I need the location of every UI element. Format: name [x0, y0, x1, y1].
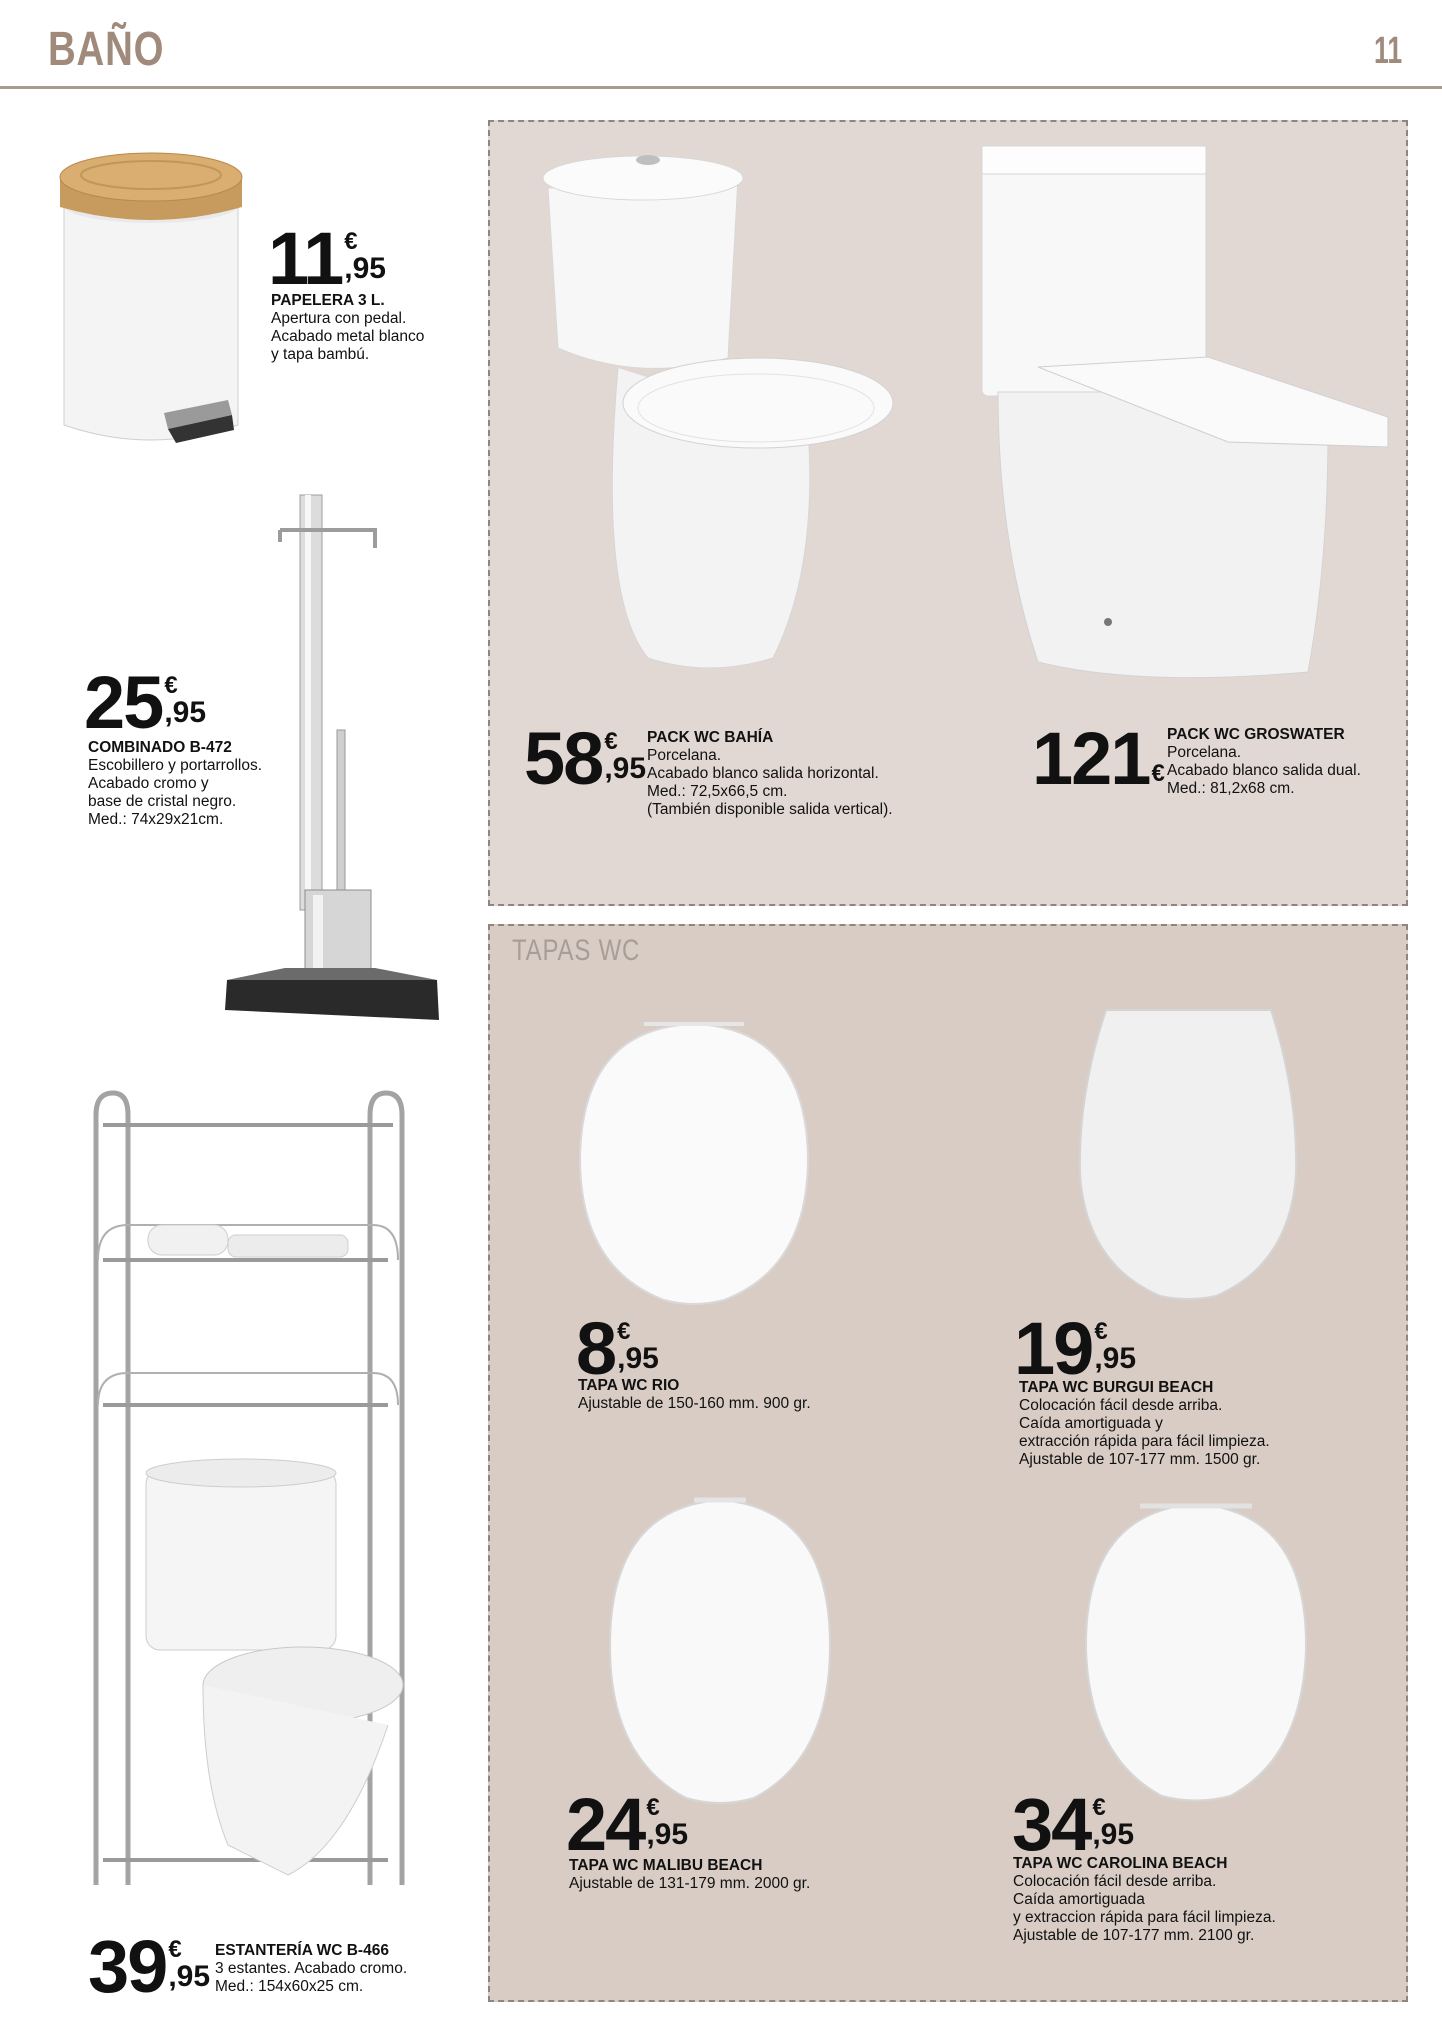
price-integer: 34	[1012, 1783, 1091, 1866]
currency-symbol: €	[646, 1794, 660, 1821]
desc-tapa-rio	[578, 1377, 811, 1413]
currency-symbol: €	[1151, 760, 1165, 787]
product-line: Med.: 81,2x68 cm.	[1167, 780, 1295, 797]
desc-tapa-burgui	[1019, 1379, 1270, 1469]
price-decimals: ,95	[604, 752, 647, 785]
pedal-bin-image	[56, 145, 246, 460]
product-line: Ajustable de 131-179 mm. 2000 gr.	[569, 1875, 811, 1892]
price-estanteria	[88, 1925, 211, 2008]
product-line: Caída amortiguada y	[1019, 1415, 1163, 1432]
header-divider	[0, 86, 1442, 89]
product-line: Colocación fácil desde arriba.	[1019, 1397, 1223, 1414]
price-decimals: ,95	[344, 252, 386, 285]
currency-symbol: €	[344, 228, 358, 255]
product-name: PACK WC BAHÍA	[647, 729, 774, 746]
product-line: Ajustable de 107-177 mm. 1500 gr.	[1019, 1451, 1261, 1468]
product-line: Porcelana.	[647, 747, 722, 764]
desc-papelera	[271, 292, 424, 364]
product-line: Apertura con pedal.	[271, 310, 407, 327]
product-line: Caída amortiguada	[1013, 1891, 1145, 1908]
price-papelera	[268, 217, 386, 300]
price-decimals: ,95	[168, 1960, 211, 1993]
currency-symbol: €	[1094, 1318, 1108, 1345]
seat-malibu-beach-image	[604, 1496, 836, 1808]
product-line: (También disponible salida vertical).	[647, 801, 893, 818]
product-line: y tapa bambú.	[271, 346, 370, 363]
product-line: Acabado blanco salida dual.	[1167, 762, 1361, 779]
price-decimals: ,95	[1094, 1342, 1137, 1375]
product-line: y extraccion rápida para fácil limpieza.	[1013, 1909, 1276, 1926]
currency-symbol: €	[164, 672, 178, 699]
seat-burgui-beach-image	[1076, 1004, 1301, 1302]
product-name: TAPA WC BURGUI BEACH	[1019, 1379, 1214, 1396]
desc-tapa-carolina	[1013, 1855, 1276, 1945]
product-name: PAPELERA 3 L.	[271, 292, 385, 309]
price-integer: 19	[1014, 1307, 1093, 1390]
price-tapa-burgui	[1014, 1307, 1137, 1390]
product-line: Acabado cromo y	[88, 775, 209, 792]
price-decimals: ,95	[617, 1342, 659, 1375]
product-line: Med.: 154x60x25 cm.	[215, 1978, 364, 1995]
price-integer: 58	[524, 717, 603, 800]
product-line: Med.: 74x29x21cm.	[88, 811, 224, 828]
page-title: BAÑO	[48, 23, 165, 76]
page-number: 11	[1373, 30, 1402, 72]
product-name: TAPA WC RIO	[578, 1377, 680, 1394]
currency-symbol: €	[617, 1318, 631, 1345]
product-line: Porcelana.	[1167, 744, 1242, 761]
desc-combinado	[88, 739, 262, 829]
price-integer: 39	[88, 1925, 167, 2008]
currency-symbol: €	[1092, 1794, 1106, 1821]
currency-symbol: €	[168, 1936, 182, 1963]
product-name: ESTANTERÍA WC B-466	[215, 1942, 389, 1959]
desc-pack-groswater	[1167, 726, 1361, 798]
price-decimals: ,95	[164, 696, 207, 729]
product-line: Acabado blanco salida horizontal.	[647, 765, 879, 782]
price-integer: 121	[1032, 717, 1150, 800]
product-line: 3 estantes. Acabado cromo.	[215, 1960, 408, 1977]
price-decimals: ,95	[1092, 1818, 1135, 1851]
seat-carolina-beach-image	[1080, 1500, 1312, 1805]
price-combinado	[84, 661, 207, 744]
price-integer: 11	[268, 217, 343, 300]
over-toilet-shelf-image	[88, 1085, 418, 1890]
price-integer: 25	[84, 661, 163, 744]
price-integer: 8	[576, 1307, 616, 1390]
product-name: TAPA WC CAROLINA BEACH	[1013, 1855, 1228, 1872]
desc-pack-bahia	[647, 729, 893, 819]
currency-symbol: €	[604, 728, 618, 755]
product-line: base de cristal negro.	[88, 793, 237, 810]
seat-rio-image	[574, 1018, 814, 1308]
product-line: Acabado metal blanco	[271, 328, 425, 345]
product-name: PACK WC GROSWATER	[1167, 726, 1345, 743]
product-name: COMBINADO B-472	[88, 739, 232, 756]
product-line: Ajustable de 150-160 mm. 900 gr.	[578, 1395, 811, 1412]
price-tapa-malibu	[566, 1783, 689, 1866]
price-integer: 24	[566, 1783, 645, 1866]
price-pack-groswater	[1032, 717, 1165, 800]
section-label-tapas: TAPAS WC	[512, 934, 641, 967]
desc-estanteria	[215, 1942, 407, 1996]
price-decimals: ,95	[646, 1818, 689, 1851]
product-line: Escobillero y portarrollos.	[88, 757, 263, 774]
toilet-groswater-image	[978, 142, 1398, 687]
desc-tapa-malibu	[569, 1857, 810, 1893]
toilet-bahia-image	[538, 148, 898, 678]
price-pack-bahia	[524, 717, 647, 800]
product-name: TAPA WC MALIBU BEACH	[569, 1857, 763, 1874]
product-line: Ajustable de 107-177 mm. 2100 gr.	[1013, 1927, 1255, 1944]
price-tapa-carolina	[1012, 1783, 1135, 1866]
product-line: Colocación fácil desde arriba.	[1013, 1873, 1217, 1890]
product-line: extracción rápida para fácil limpieza.	[1019, 1433, 1270, 1450]
product-line: Med.: 72,5x66,5 cm.	[647, 783, 788, 800]
